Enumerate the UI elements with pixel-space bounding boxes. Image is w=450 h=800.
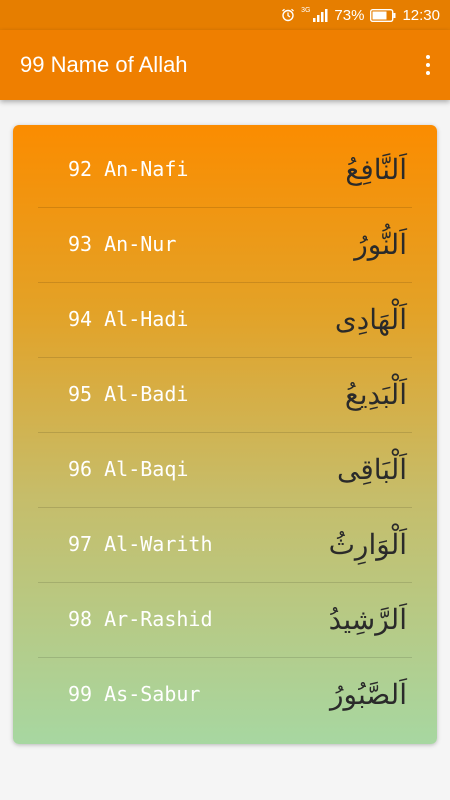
name-number: 99 xyxy=(68,682,93,706)
name-arabic: اَلصَّبُورُ xyxy=(329,678,407,711)
name-number: 96 xyxy=(68,457,93,481)
names-list-card xyxy=(13,125,437,744)
overflow-menu-icon-dot xyxy=(426,63,430,67)
list-item[interactable] xyxy=(38,207,412,283)
name-number: 97 xyxy=(68,532,93,556)
name-arabic: اَلنُّورُ xyxy=(354,228,407,261)
name-transliteration: Ar-Rashid xyxy=(104,607,213,631)
battery-percent: 73% xyxy=(334,6,365,24)
overflow-menu-icon-dot xyxy=(426,71,430,75)
list-item[interactable] xyxy=(38,582,412,658)
name-label xyxy=(68,282,188,357)
name-label xyxy=(68,132,188,207)
name-transliteration: Al-Warith xyxy=(104,532,213,556)
name-number: 92 xyxy=(68,157,93,181)
name-label xyxy=(68,207,176,282)
name-arabic: اَلنَّافِعُ xyxy=(345,153,407,186)
app-title: 99 Name of Allah xyxy=(20,52,188,77)
name-transliteration: Al-Badi xyxy=(104,382,189,406)
list-item[interactable] xyxy=(38,507,412,583)
clock: 12:30 xyxy=(402,6,440,24)
alarm-icon xyxy=(281,8,295,22)
name-label xyxy=(68,432,188,507)
list-item[interactable] xyxy=(38,282,412,358)
overflow-menu-button[interactable] xyxy=(418,50,438,80)
name-number: 93 xyxy=(68,232,93,256)
name-label xyxy=(68,582,213,657)
list-item[interactable] xyxy=(38,357,412,433)
network-type-label: 3G xyxy=(301,6,311,14)
name-label xyxy=(68,357,188,432)
list-item[interactable] xyxy=(38,432,412,508)
name-label xyxy=(68,657,200,732)
name-transliteration: An-Nur xyxy=(104,232,177,256)
status-icons xyxy=(275,0,440,30)
name-arabic: اَلْوَارِثُ xyxy=(328,528,407,561)
name-transliteration: Al-Hadi xyxy=(104,307,189,331)
overflow-menu-icon xyxy=(426,55,430,59)
name-label xyxy=(68,507,213,582)
name-number: 95 xyxy=(68,382,93,406)
name-transliteration: An-Nafi xyxy=(104,157,189,181)
signal-icon xyxy=(312,8,328,22)
name-transliteration: Al-Baqi xyxy=(104,457,189,481)
name-arabic: اَلرَّشِيدُ xyxy=(328,603,407,636)
status-bar xyxy=(0,0,450,30)
name-number: 94 xyxy=(68,307,93,331)
app-bar xyxy=(0,30,450,100)
list-item[interactable] xyxy=(38,657,412,732)
name-arabic: اَلْهَادِى xyxy=(334,303,407,336)
name-number: 98 xyxy=(68,607,93,631)
name-arabic: اَلْبَدِيعُ xyxy=(344,378,407,411)
name-arabic: اَلْبَاقِى xyxy=(336,453,407,486)
battery-icon xyxy=(370,9,396,22)
name-transliteration: As-Sabur xyxy=(104,682,201,706)
list-item[interactable] xyxy=(38,132,412,208)
